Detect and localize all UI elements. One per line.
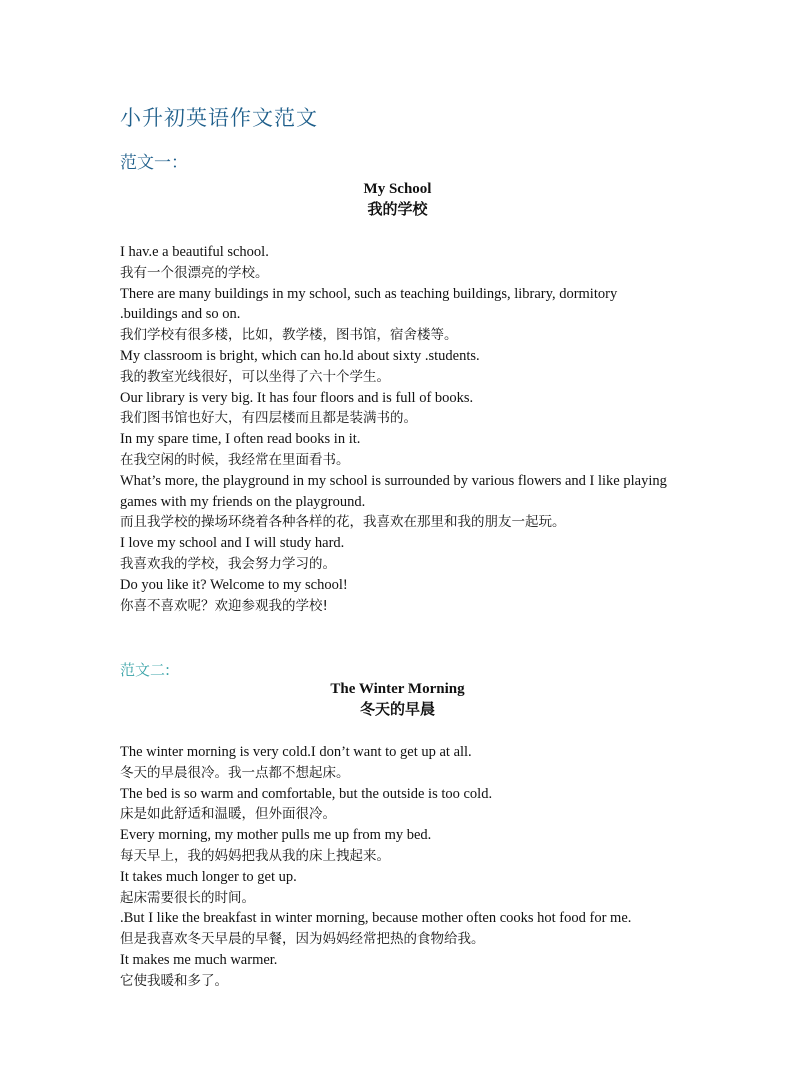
essay-line: It takes much longer to get up. bbox=[120, 868, 297, 885]
essay-2-heading: 范文二: bbox=[120, 661, 171, 679]
essay-line: I hav.e a beautiful school. bbox=[120, 244, 269, 260]
essay-line: My classroom is bright, which can ho.ld about sixty .students. bbox=[120, 347, 480, 364]
essay-2-title-cn: 冬天的早晨 bbox=[359, 702, 435, 718]
essay-line: 我们图书馆也好大，有四层楼而且都是装满书的。 bbox=[120, 410, 417, 427]
essay-line: 我的教室光线很好，可以坐得了六十个学生。 bbox=[120, 368, 390, 385]
essay-line: In my spare time, I often read books in it. bbox=[120, 431, 361, 448]
essay-1-title-cn: 我的学校 bbox=[367, 202, 428, 218]
essay-line: 它使我暖和多了。 bbox=[120, 972, 228, 989]
essay-2-title-en: The Winter Morning bbox=[330, 681, 465, 697]
essay-line: I love my school and I will study hard. bbox=[120, 535, 345, 552]
essay-line: 你喜不喜欢呢？欢迎参观我的学校! bbox=[120, 597, 328, 614]
essay-line: 我喜欢我的学校，我会努力学习的。 bbox=[120, 555, 336, 572]
document-title: 小升初英语作文范文 bbox=[120, 106, 318, 130]
essay-line: What’s more, the playground in my school is surrounded by various flowers and I like playing games with my friends on the playground. bbox=[120, 472, 667, 510]
essay-line: 床是如此舒适和温暖，但外面很冷。 bbox=[120, 806, 336, 823]
essay-line: Do you like it? Welcome to my school! bbox=[120, 576, 348, 593]
essay-line: 而且我学校的操场环绕着各种各样的花，我喜欢在那里和我的朋友一起玩。 bbox=[120, 514, 566, 531]
essay-line: Every morning, my mother pulls me up from my bed. bbox=[120, 827, 432, 844]
essay-line: The winter morning is very cold.I don’t want to get up at all. bbox=[120, 744, 472, 760]
essay-line: 冬天的早晨很冷。我一点都不想起床。 bbox=[120, 764, 350, 781]
essay-1-title-en: My School bbox=[363, 181, 432, 197]
essay-line: 我有一个很漂亮的学校。 bbox=[120, 264, 269, 281]
essay-line: 每天早上，我的妈妈把我从我的床上拽起来。 bbox=[120, 847, 390, 864]
essay-line: The bed is so warm and comfortable, but the outside is too cold. bbox=[120, 785, 493, 802]
essay-2-body bbox=[120, 742, 675, 992]
essay-line: .But I like the breakfast in winter morning, because mother often cooks hot food for me. bbox=[120, 910, 632, 927]
essay-line: 我们学校有很多楼，比如，教学楼，图书馆，宿舍楼等。 bbox=[120, 327, 458, 344]
essay-line: Our library is very big. It has four floors and is full of books. bbox=[120, 389, 474, 406]
essay-1-heading: 范文一： bbox=[120, 153, 188, 173]
essay-1-body bbox=[120, 242, 675, 616]
essay-line: 起床需要很长的时间。 bbox=[120, 889, 255, 906]
essay-line: 但是我喜欢冬天早晨的早餐，因为妈妈经常把热的食物给我。 bbox=[120, 931, 485, 948]
essay-line: There are many buildings in my school, such as teaching buildings, library, dormitory .buildings and so on. bbox=[120, 285, 618, 323]
essay-line: It makes me much warmer. bbox=[120, 951, 278, 968]
essay-line: 在我空闲的时候，我经常在里面看书。 bbox=[120, 451, 350, 468]
